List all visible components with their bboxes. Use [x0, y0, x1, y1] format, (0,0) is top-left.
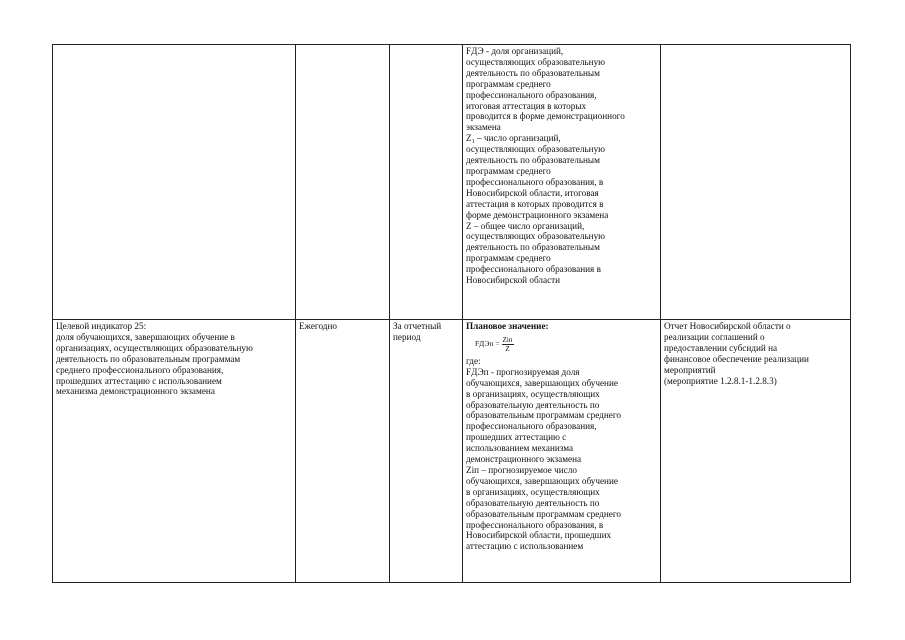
- table-cell: [661, 45, 851, 320]
- text-line: прошедших аттестацию с: [466, 432, 567, 443]
- text-line: итоговая аттестация в которых: [466, 100, 587, 111]
- text-line: образовательным программам среднего: [466, 508, 621, 519]
- text-line: программам среднего: [466, 78, 551, 89]
- plan-heading: Плановое значение:: [466, 321, 549, 331]
- source-cell: [661, 320, 851, 583]
- table-row: [53, 45, 851, 320]
- text-line: осуществляющих образовательную: [466, 144, 606, 155]
- text-line: реализации соглашений о: [664, 331, 765, 342]
- text-line: Z₁ – число организаций,: [466, 133, 561, 144]
- formula-lhs: FДЭп =: [475, 338, 500, 348]
- frequency-text: Ежегодно: [299, 321, 337, 331]
- table-cell: [390, 45, 463, 320]
- text-line: форме демонстрационного экзамена: [466, 209, 609, 220]
- text-line: профессионального образования, в: [466, 519, 604, 530]
- where-label: где:: [466, 355, 481, 366]
- text-line: деятельность по образовательным: [466, 155, 600, 166]
- text-line: (мероприятие 1.2.8.1-1.2.8.3): [664, 375, 777, 386]
- table-row: [53, 320, 851, 583]
- text-line: деятельность по образовательным: [466, 67, 600, 78]
- text-line: За отчетный: [393, 321, 442, 331]
- text-line: в организациях, осуществляющих: [466, 486, 600, 497]
- text-line: Z – общее число организаций,: [466, 220, 585, 231]
- text-line: Новосибирской области, итоговая: [466, 187, 599, 198]
- text-line: образовательную деятельность по: [466, 399, 600, 410]
- text-line: аттестацию с использованием: [466, 541, 584, 552]
- text-line: проводится в форме демонстрационного: [466, 111, 625, 122]
- text-line: осуществляющих образовательную: [466, 231, 606, 242]
- method-definitions: [466, 367, 657, 552]
- text-line: деятельность по образовательным: [466, 242, 600, 253]
- table-cell: [53, 45, 296, 320]
- method-definitions-cell: [463, 45, 661, 320]
- text-line: Ziп – прогнозируемое число: [466, 464, 577, 475]
- text-line: финансовое обеспечение реализации: [664, 353, 809, 364]
- text-line: FДЭп - прогнозируемая доля: [466, 366, 580, 377]
- text-line: Целевой индикатор 25:: [56, 321, 147, 331]
- indicator-name-cell: [53, 320, 296, 583]
- text-line: доля обучающихся, завершающих обучение в: [56, 331, 235, 342]
- text-line: мероприятий: [664, 364, 716, 375]
- text-line: деятельность по образовательным программам: [56, 353, 241, 364]
- text-line: организациях, осуществляющих образовательную: [56, 342, 253, 353]
- formula: [475, 336, 657, 353]
- text-line: обучающихся, завершающих обучение: [466, 377, 618, 388]
- text-line: в организациях, осуществляющих: [466, 388, 600, 399]
- text-line: программам среднего: [466, 165, 551, 176]
- text-line: аттестация в которых проводится в: [466, 198, 604, 209]
- formula-fraction: [502, 336, 514, 353]
- text-line: механизма демонстрационного экзамена: [56, 386, 215, 397]
- text-line: профессионального образования в: [466, 264, 601, 275]
- formula-numerator: Ziп: [502, 335, 513, 344]
- text-line: FДЭ - доля организаций,: [466, 46, 564, 56]
- indicator-table: [52, 44, 851, 583]
- text-line: среднего профессионального образования,: [56, 364, 224, 375]
- text-line: профессионального образования,: [466, 421, 597, 432]
- text-line: период: [393, 331, 421, 342]
- text-line: программам среднего: [466, 253, 551, 264]
- text-line: экзамена: [466, 122, 501, 133]
- text-line: образовательную деятельность по: [466, 497, 600, 508]
- text-line: прошедших аттестацию с использованием: [56, 375, 222, 386]
- text-line: профессионального образования,: [466, 89, 597, 100]
- text-line: Новосибирской области: [466, 275, 561, 286]
- table-cell: [296, 45, 390, 320]
- text-line: демонстрационного экзамена: [466, 454, 582, 465]
- text-line: Отчет Новосибирской области о: [664, 321, 791, 331]
- formula-denominator: Z: [505, 344, 510, 353]
- text-line: обучающихся, завершающих обучение: [466, 475, 618, 486]
- text-line: предоставлении субсидий на: [664, 342, 778, 353]
- text-line: профессионального образования, в: [466, 176, 604, 187]
- text-line: образовательным программам среднего: [466, 410, 621, 421]
- text-line: Новосибирской области, прошедших: [466, 530, 612, 541]
- text-line: использованием механизма: [466, 443, 574, 454]
- period-cell: [390, 320, 463, 583]
- text-line: осуществляющих образовательную: [466, 56, 606, 67]
- frequency-cell: [296, 320, 390, 583]
- calculation-method-cell: [463, 320, 661, 583]
